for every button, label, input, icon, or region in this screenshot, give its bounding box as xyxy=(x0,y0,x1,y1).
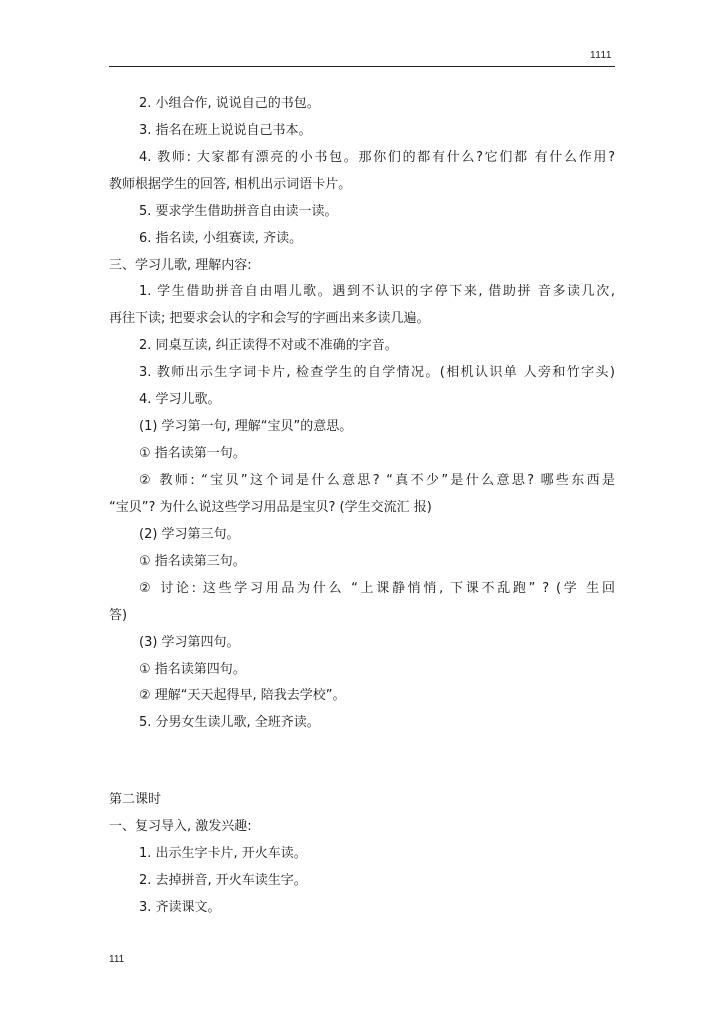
text-line: 1. 学生借助拼音自由唱儿歌。遇到不认识的字停下来, 借助拼 音多读几次, xyxy=(139,284,615,299)
text-line: ② 讨论: 这些学习用品为什么 “上课静悄悄, 下课不乱跑” ? (学 生回 xyxy=(139,581,615,596)
text-line: 2. 去掉拼音, 开火车读生字。 xyxy=(139,873,307,888)
text-line: “宝贝”? 为什么说这些学习用品是宝贝? (学生交流汇 报) xyxy=(109,500,432,515)
text-line: ① 指名读第三句。 xyxy=(139,554,246,569)
text-line: ① 指名读第四句。 xyxy=(139,662,246,677)
page-header-code: 1111 xyxy=(589,50,612,61)
text-line: ① 指名读第一句。 xyxy=(139,446,246,461)
text-line: 3. 齐读课文。 xyxy=(139,900,221,915)
text-line: 教师根据学生的回答, 相机出示词语卡片。 xyxy=(109,177,352,192)
header-divider xyxy=(109,66,615,67)
text-line: 5. 分男女生读儿歌, 全班齐读。 xyxy=(139,715,320,730)
section-heading: 一、复习导入, 激发兴趣: xyxy=(109,819,252,834)
text-line: 3. 指名在班上说说自己书本。 xyxy=(139,123,312,138)
text-line: 5. 要求学生借助拼音自由读一读。 xyxy=(139,204,338,219)
text-line: (1) 学习第一句, 理解“宝贝”的意思。 xyxy=(139,419,353,434)
text-line: 3. 教师出示生字词卡片, 检查学生的自学情况。(相机认识单 人旁和竹字头) xyxy=(139,365,615,380)
text-line: ② 理解“天天起得早, 陪我去学校”。 xyxy=(139,688,346,703)
text-line: (3) 学习第四句。 xyxy=(139,635,240,650)
text-line: (2) 学习第三句。 xyxy=(139,527,240,542)
text-line: ② 教师: “宝贝”这个词是什么意思? “真不少”是什么意思? 哪些东西是 xyxy=(139,473,615,488)
text-line: 6. 指名读, 小组赛读, 齐读。 xyxy=(139,231,303,246)
section-heading: 三、学习儿歌, 理解内容: xyxy=(109,258,252,273)
text-line: 再往下读; 把要求会认的字和会写的字画出来多读几遍。 xyxy=(109,311,430,326)
lesson-heading: 第二课时 xyxy=(109,792,162,807)
text-line: 1. 出示生字卡片, 开火车读。 xyxy=(139,846,307,861)
text-line: 2. 同桌互读, 纠正读得不对或不准确的字音。 xyxy=(139,338,398,353)
text-line: 2. 小组合作, 说说自己的书包。 xyxy=(139,96,320,111)
text-line: 4. 学习儿歌。 xyxy=(139,392,221,407)
page-number: 111 xyxy=(109,954,125,965)
text-line: 4. 教师: 大家都有漂亮的小书包。那你们的都有什么?它们都 有什么作用? xyxy=(139,150,615,165)
text-line: 答) xyxy=(109,608,128,623)
